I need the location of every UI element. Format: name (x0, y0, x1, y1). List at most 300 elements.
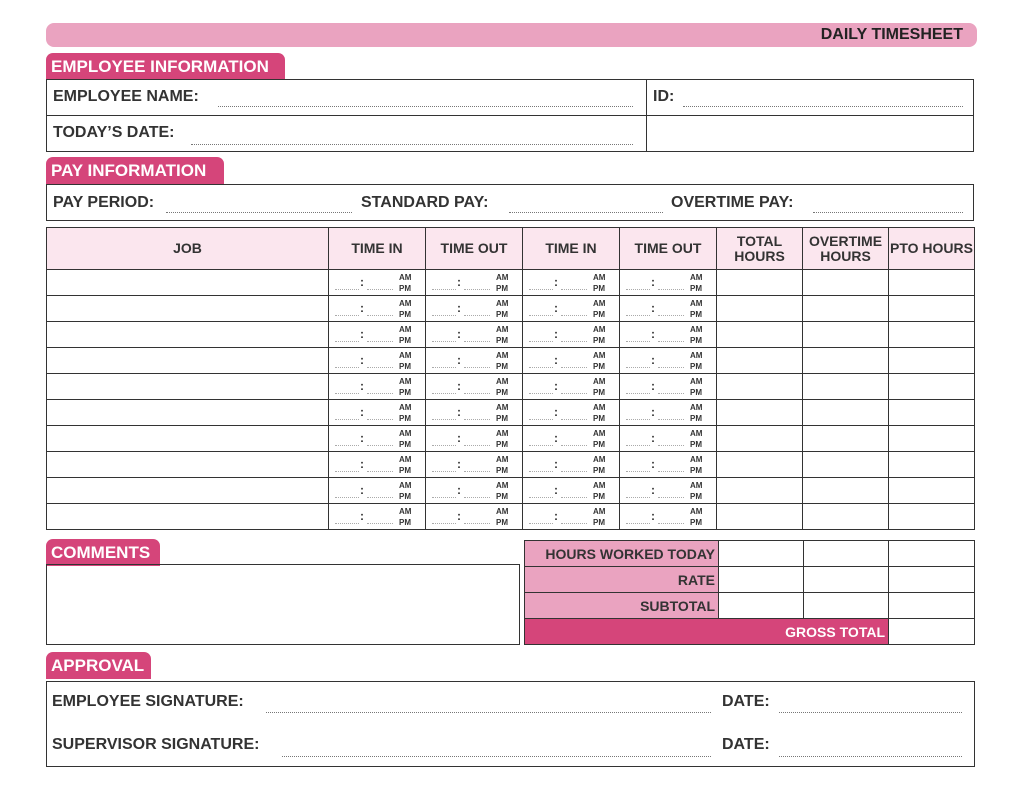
time-colon: : (554, 275, 558, 289)
pm-option[interactable]: PM (399, 362, 411, 371)
minute-blank[interactable] (367, 289, 393, 290)
minute-blank[interactable] (658, 341, 684, 342)
pm-option[interactable]: PM (593, 388, 605, 397)
time-out-2-cell[interactable] (620, 400, 717, 426)
hour-blank[interactable] (335, 341, 359, 342)
time-in-1-cell[interactable] (329, 296, 426, 322)
am-option[interactable]: AM (593, 299, 606, 308)
pm-option[interactable]: PM (690, 518, 702, 527)
time-in-1-cell[interactable] (329, 504, 426, 530)
pto-hours-cell[interactable] (889, 426, 975, 452)
pm-option[interactable]: PM (399, 414, 411, 423)
time-entry (426, 348, 522, 373)
time-in-1-cell[interactable] (329, 374, 426, 400)
minute-blank[interactable] (464, 471, 490, 472)
pm-option[interactable]: PM (496, 518, 508, 527)
minute-blank[interactable] (464, 497, 490, 498)
time-out-2-cell[interactable] (620, 296, 717, 322)
hour-blank[interactable] (335, 315, 359, 316)
minute-blank[interactable] (658, 419, 684, 420)
time-entry (329, 426, 425, 451)
am-option[interactable]: AM (399, 377, 412, 386)
minute-blank[interactable] (658, 367, 684, 368)
hour-blank[interactable] (529, 289, 553, 290)
pto-hours-cell[interactable] (889, 322, 975, 348)
time-colon: : (554, 431, 558, 445)
overtime-pay-field[interactable] (813, 212, 963, 213)
time-entry (523, 478, 619, 503)
todays-date-field[interactable] (191, 144, 633, 145)
minute-blank[interactable] (561, 419, 587, 420)
time-colon: : (554, 353, 558, 367)
time-in-1-cell[interactable] (329, 400, 426, 426)
pm-option[interactable]: PM (496, 388, 508, 397)
time-in-1-cell[interactable] (329, 322, 426, 348)
overtime-hours-cell[interactable] (803, 348, 889, 374)
rate-pto-cell[interactable] (889, 567, 975, 593)
time-out-1-cell[interactable] (426, 270, 523, 296)
subtotal-total-cell[interactable] (719, 593, 804, 619)
time-colon: : (651, 457, 655, 471)
time-in-2-cell[interactable] (523, 374, 620, 400)
time-out-1-cell[interactable] (426, 478, 523, 504)
overtime-hours-cell[interactable] (803, 296, 889, 322)
pto-hours-cell[interactable] (889, 270, 975, 296)
pm-option[interactable]: PM (690, 440, 702, 449)
pto-hours-cell[interactable] (889, 296, 975, 322)
minute-blank[interactable] (658, 497, 684, 498)
minute-blank[interactable] (367, 341, 393, 342)
time-out-2-cell[interactable] (620, 322, 717, 348)
minute-blank[interactable] (464, 445, 490, 446)
am-option[interactable]: AM (690, 351, 703, 360)
minute-blank[interactable] (464, 315, 490, 316)
hour-blank[interactable] (626, 393, 650, 394)
time-colon: : (651, 509, 655, 523)
rate-total-cell[interactable] (719, 567, 804, 593)
hour-blank[interactable] (432, 523, 456, 524)
minute-blank[interactable] (561, 497, 587, 498)
pm-option[interactable]: PM (496, 362, 508, 371)
time-in-2-cell[interactable] (523, 452, 620, 478)
am-option[interactable]: AM (496, 325, 509, 334)
hour-blank[interactable] (335, 367, 359, 368)
am-option[interactable]: AM (593, 429, 606, 438)
total-hours-cell[interactable] (717, 296, 803, 322)
time-entry (329, 270, 425, 295)
am-option[interactable]: AM (496, 299, 509, 308)
am-option[interactable]: AM (690, 273, 703, 282)
time-in-2-cell[interactable] (523, 296, 620, 322)
pm-option[interactable]: PM (399, 336, 411, 345)
pm-option[interactable]: PM (593, 440, 605, 449)
am-option[interactable]: AM (399, 403, 412, 412)
supervisor-date-label: DATE: (722, 736, 770, 753)
id-field[interactable] (683, 106, 963, 107)
hour-blank[interactable] (335, 289, 359, 290)
hour-blank[interactable] (335, 523, 359, 524)
employee-info-heading: EMPLOYEE INFORMATION (46, 53, 285, 80)
pm-option[interactable]: PM (496, 492, 508, 501)
am-option[interactable]: AM (593, 481, 606, 490)
time-in-2-cell[interactable] (523, 400, 620, 426)
minute-blank[interactable] (658, 471, 684, 472)
pm-option[interactable]: PM (399, 492, 411, 501)
hour-blank[interactable] (626, 367, 650, 368)
table-row (47, 322, 975, 348)
time-colon: : (554, 457, 558, 471)
job-cell[interactable] (47, 400, 329, 426)
overtime-hours-cell[interactable] (803, 374, 889, 400)
employee-name-label: EMPLOYEE NAME: (53, 88, 199, 105)
pm-option[interactable]: PM (593, 492, 605, 501)
time-out-2-cell[interactable] (620, 270, 717, 296)
am-option[interactable]: AM (496, 507, 509, 516)
am-option[interactable]: AM (496, 273, 509, 282)
pm-option[interactable]: PM (496, 310, 508, 319)
minute-blank[interactable] (561, 445, 587, 446)
hour-blank[interactable] (626, 497, 650, 498)
time-out-2-cell[interactable] (620, 426, 717, 452)
total-hours-cell[interactable] (717, 452, 803, 478)
am-option[interactable]: AM (690, 429, 703, 438)
time-out-1-cell[interactable] (426, 374, 523, 400)
hour-blank[interactable] (529, 367, 553, 368)
time-out-1-cell[interactable] (426, 400, 523, 426)
time-out-1-cell[interactable] (426, 348, 523, 374)
time-entry (620, 322, 716, 347)
time-colon: : (651, 431, 655, 445)
minute-blank[interactable] (561, 341, 587, 342)
time-entry (426, 296, 522, 321)
pm-option[interactable]: PM (690, 284, 702, 293)
job-cell[interactable] (47, 322, 329, 348)
overtime-hours-cell[interactable] (803, 452, 889, 478)
table-row (47, 504, 975, 530)
hour-blank[interactable] (529, 341, 553, 342)
id-label: ID: (653, 88, 675, 105)
pm-option[interactable]: PM (399, 440, 411, 449)
am-option[interactable]: AM (593, 377, 606, 386)
hour-blank[interactable] (432, 497, 456, 498)
time-entry (329, 374, 425, 399)
am-option[interactable]: AM (690, 299, 703, 308)
hour-blank[interactable] (529, 393, 553, 394)
am-option[interactable]: AM (593, 507, 606, 516)
hour-blank[interactable] (529, 471, 553, 472)
minute-blank[interactable] (658, 523, 684, 524)
am-option[interactable]: AM (690, 325, 703, 334)
am-option[interactable]: AM (690, 377, 703, 386)
minute-blank[interactable] (367, 393, 393, 394)
time-out-1-cell[interactable] (426, 504, 523, 530)
hour-blank[interactable] (432, 419, 456, 420)
time-in-2-cell[interactable] (523, 322, 620, 348)
minute-blank[interactable] (658, 393, 684, 394)
job-cell[interactable] (47, 452, 329, 478)
total-hours-cell[interactable] (717, 504, 803, 530)
pm-option[interactable]: PM (593, 284, 605, 293)
minute-blank[interactable] (367, 523, 393, 524)
minute-blank[interactable] (658, 445, 684, 446)
hour-blank[interactable] (432, 471, 456, 472)
employee-info-vdivider (646, 79, 647, 152)
minute-blank[interactable] (367, 419, 393, 420)
pm-option[interactable]: PM (399, 310, 411, 319)
time-entry (426, 374, 522, 399)
time-in-2-cell[interactable] (523, 270, 620, 296)
time-in-2-cell[interactable] (523, 348, 620, 374)
am-option[interactable]: AM (690, 507, 703, 516)
am-option[interactable]: AM (496, 455, 509, 464)
hour-blank[interactable] (432, 367, 456, 368)
job-cell[interactable] (47, 270, 329, 296)
pm-option[interactable]: PM (399, 284, 411, 293)
am-option[interactable]: AM (399, 325, 412, 334)
am-option[interactable]: AM (399, 429, 412, 438)
time-colon: : (457, 379, 461, 393)
pm-option[interactable]: PM (399, 518, 411, 527)
time-entry (620, 400, 716, 425)
pm-option[interactable]: PM (399, 388, 411, 397)
minute-blank[interactable] (561, 523, 587, 524)
minute-blank[interactable] (561, 289, 587, 290)
time-colon: : (360, 509, 364, 523)
overtime-hours-cell[interactable] (803, 478, 889, 504)
pm-option[interactable]: PM (593, 518, 605, 527)
time-out-2-cell[interactable] (620, 452, 717, 478)
minute-blank[interactable] (367, 471, 393, 472)
time-in-2-cell[interactable] (523, 426, 620, 452)
minute-blank[interactable] (464, 419, 490, 420)
am-option[interactable]: AM (593, 325, 606, 334)
pm-option[interactable]: PM (496, 440, 508, 449)
rate-row (525, 567, 975, 593)
time-in-1-cell[interactable] (329, 270, 426, 296)
col-header-time-out-2: TIME OUT (620, 228, 717, 270)
subtotal-overtime-cell[interactable] (804, 593, 889, 619)
minute-blank[interactable] (561, 393, 587, 394)
time-entry (620, 478, 716, 503)
am-option[interactable]: AM (399, 299, 412, 308)
time-out-2-cell[interactable] (620, 504, 717, 530)
time-out-1-cell[interactable] (426, 296, 523, 322)
hour-blank[interactable] (529, 419, 553, 420)
am-option[interactable]: AM (496, 481, 509, 490)
hour-blank[interactable] (335, 471, 359, 472)
hour-blank[interactable] (432, 393, 456, 394)
time-entry (620, 452, 716, 477)
hour-blank[interactable] (335, 419, 359, 420)
minute-blank[interactable] (367, 367, 393, 368)
pto-hours-cell[interactable] (889, 400, 975, 426)
pto-hours-cell[interactable] (889, 452, 975, 478)
time-colon: : (651, 405, 655, 419)
employee-date-field[interactable] (779, 712, 962, 713)
pm-option[interactable]: PM (496, 336, 508, 345)
supervisor-signature-field[interactable] (282, 756, 711, 757)
time-out-2-cell[interactable] (620, 478, 717, 504)
standard-pay-label: STANDARD PAY: (361, 194, 489, 211)
hour-blank[interactable] (626, 315, 650, 316)
hour-blank[interactable] (626, 445, 650, 446)
minute-blank[interactable] (464, 523, 490, 524)
time-in-1-cell[interactable] (329, 348, 426, 374)
time-in-2-cell[interactable] (523, 478, 620, 504)
overtime-hours-cell[interactable] (803, 426, 889, 452)
am-option[interactable]: AM (593, 455, 606, 464)
hour-blank[interactable] (432, 315, 456, 316)
pto-hours-cell[interactable] (889, 348, 975, 374)
pto-hours-cell[interactable] (889, 504, 975, 530)
table-row (47, 296, 975, 322)
employee-signature-field[interactable] (266, 712, 711, 713)
pm-option[interactable]: PM (690, 310, 702, 319)
am-option[interactable]: AM (593, 403, 606, 412)
hour-blank[interactable] (529, 523, 553, 524)
minute-blank[interactable] (464, 367, 490, 368)
am-option[interactable]: AM (496, 377, 509, 386)
pm-option[interactable]: PM (399, 466, 411, 475)
overtime-hours-cell[interactable] (803, 270, 889, 296)
time-in-1-cell[interactable] (329, 426, 426, 452)
overtime-hours-cell[interactable] (803, 322, 889, 348)
pm-option[interactable]: PM (593, 310, 605, 319)
pm-option[interactable]: PM (690, 388, 702, 397)
minute-blank[interactable] (561, 471, 587, 472)
time-entry (329, 296, 425, 321)
time-colon: : (651, 327, 655, 341)
minute-blank[interactable] (464, 341, 490, 342)
am-option[interactable]: AM (399, 481, 412, 490)
hour-blank[interactable] (432, 341, 456, 342)
pm-option[interactable]: PM (496, 466, 508, 475)
pm-option[interactable]: PM (690, 414, 702, 423)
total-hours-cell[interactable] (717, 478, 803, 504)
pm-option[interactable]: PM (593, 336, 605, 345)
pm-option[interactable]: PM (496, 414, 508, 423)
pto-hours-cell[interactable] (889, 478, 975, 504)
hour-blank[interactable] (626, 419, 650, 420)
total-hours-cell[interactable] (717, 400, 803, 426)
hour-blank[interactable] (626, 471, 650, 472)
job-cell[interactable] (47, 348, 329, 374)
hours-worked-overtime-cell[interactable] (804, 541, 889, 567)
subtotal-pto-cell[interactable] (889, 593, 975, 619)
time-in-1-cell[interactable] (329, 452, 426, 478)
job-cell[interactable] (47, 296, 329, 322)
hour-blank[interactable] (529, 315, 553, 316)
minute-blank[interactable] (658, 315, 684, 316)
am-option[interactable]: AM (496, 429, 509, 438)
supervisor-date-field[interactable] (779, 756, 962, 757)
hour-blank[interactable] (432, 445, 456, 446)
total-hours-cell[interactable] (717, 322, 803, 348)
am-option[interactable]: AM (399, 455, 412, 464)
minute-blank[interactable] (464, 289, 490, 290)
am-option[interactable]: AM (690, 481, 703, 490)
gross-total-label: GROSS TOTAL (525, 619, 889, 645)
pm-option[interactable]: PM (593, 362, 605, 371)
time-out-1-cell[interactable] (426, 426, 523, 452)
am-option[interactable]: AM (496, 351, 509, 360)
hour-blank[interactable] (529, 497, 553, 498)
comments-heading: COMMENTS (46, 539, 160, 566)
pm-option[interactable]: PM (593, 414, 605, 423)
am-option[interactable]: AM (399, 507, 412, 516)
pay-period-field[interactable] (166, 212, 352, 213)
rate-overtime-cell[interactable] (804, 567, 889, 593)
time-entry (523, 296, 619, 321)
standard-pay-field[interactable] (509, 212, 663, 213)
pm-option[interactable]: PM (690, 466, 702, 475)
pm-option[interactable]: PM (690, 492, 702, 501)
time-out-1-cell[interactable] (426, 452, 523, 478)
time-in-1-cell[interactable] (329, 478, 426, 504)
hour-blank[interactable] (626, 289, 650, 290)
hour-blank[interactable] (335, 497, 359, 498)
am-option[interactable]: AM (690, 403, 703, 412)
total-hours-cell[interactable] (717, 270, 803, 296)
time-in-2-cell[interactable] (523, 504, 620, 530)
job-cell[interactable] (47, 374, 329, 400)
pm-option[interactable]: PM (496, 284, 508, 293)
pm-option[interactable]: PM (690, 362, 702, 371)
pm-option[interactable]: PM (593, 466, 605, 475)
am-option[interactable]: AM (593, 351, 606, 360)
minute-blank[interactable] (367, 315, 393, 316)
hour-blank[interactable] (529, 445, 553, 446)
hour-blank[interactable] (335, 393, 359, 394)
am-option[interactable]: AM (690, 455, 703, 464)
job-cell[interactable] (47, 478, 329, 504)
total-hours-cell[interactable] (717, 374, 803, 400)
minute-blank[interactable] (367, 445, 393, 446)
job-cell[interactable] (47, 504, 329, 530)
time-out-1-cell[interactable] (426, 322, 523, 348)
minute-blank[interactable] (658, 289, 684, 290)
hour-blank[interactable] (335, 445, 359, 446)
totals-table (524, 540, 975, 645)
minute-blank[interactable] (561, 367, 587, 368)
hours-worked-total-cell[interactable] (719, 541, 804, 567)
am-option[interactable]: AM (593, 273, 606, 282)
minute-blank[interactable] (464, 393, 490, 394)
total-hours-cell[interactable] (717, 348, 803, 374)
minute-blank[interactable] (561, 315, 587, 316)
overtime-hours-cell[interactable] (803, 400, 889, 426)
pm-option[interactable]: PM (690, 336, 702, 345)
hour-blank[interactable] (626, 523, 650, 524)
total-hours-cell[interactable] (717, 426, 803, 452)
job-cell[interactable] (47, 426, 329, 452)
overtime-hours-cell[interactable] (803, 504, 889, 530)
hours-worked-pto-cell[interactable] (889, 541, 975, 567)
time-out-2-cell[interactable] (620, 348, 717, 374)
employee-name-field[interactable] (218, 106, 633, 107)
hour-blank[interactable] (626, 341, 650, 342)
am-option[interactable]: AM (399, 273, 412, 282)
time-colon: : (457, 327, 461, 341)
minute-blank[interactable] (367, 497, 393, 498)
comments-box[interactable] (46, 564, 520, 645)
pto-hours-cell[interactable] (889, 374, 975, 400)
am-option[interactable]: AM (399, 351, 412, 360)
am-option[interactable]: AM (496, 403, 509, 412)
gross-total-cell[interactable] (889, 619, 975, 645)
time-out-2-cell[interactable] (620, 374, 717, 400)
hour-blank[interactable] (432, 289, 456, 290)
